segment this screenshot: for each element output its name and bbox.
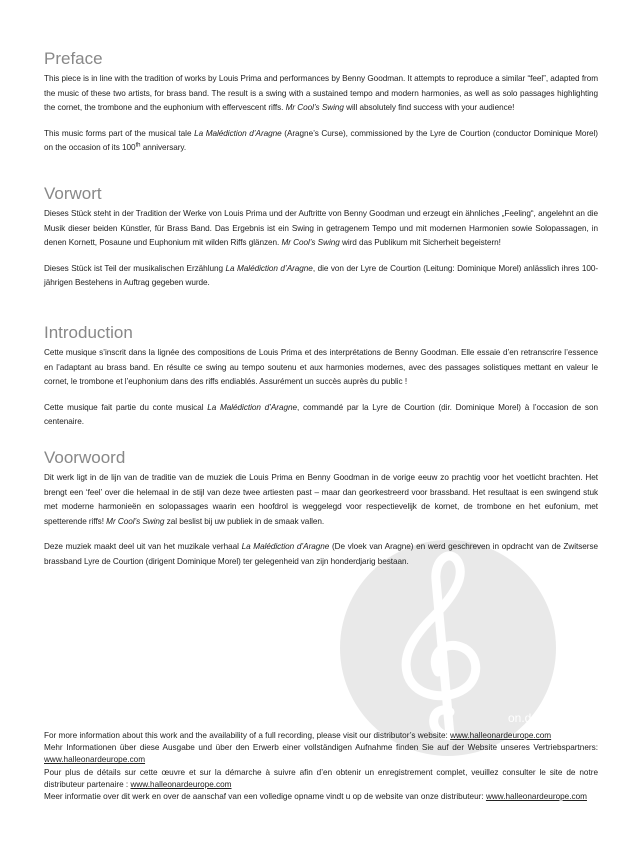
footer-line-nl — [44, 791, 598, 803]
paragraph — [44, 540, 598, 569]
work-title: Mr Cool’s Swing — [285, 103, 344, 113]
text: Cette musique s’inscrit dans la lignée des compositions de Louis Prima et des interprétations de Benny Goodman. Elle essaie d’en retranscrire l’essence en l’adaptant au brass band. En résulte ce swing au tempo soutenu et aux harmonies modernes, avec des passages solistiques mettant en valeur le cornet, le trombone et l’euphonium dans des riffs endiablés. Assurément un succès auprès du public ! — [44, 348, 598, 387]
footer-line-en — [44, 730, 598, 742]
work-title: La Malédiction d’Aragne — [225, 263, 313, 273]
work-title: La Malédiction d’Aragne — [241, 542, 330, 552]
text: This piece is in line with the tradition of works by Louis Prima and performances by Benny Goodman. It attempts to reproduce a similar “feel”, adapted from the music of these two artists, for brass band. The result is a swing with a sustained tempo and modern harmonies, as well as solo passages highlighting the cornet, the trombone and the euphonium with effervescent riffs. — [44, 74, 598, 113]
text: This music forms part of the musical tale — [44, 128, 195, 138]
section-heading: Vorwort — [44, 184, 102, 203]
paragraph — [44, 471, 598, 529]
watermark-text: on.de — [508, 711, 539, 725]
section-preface-en — [44, 49, 598, 167]
distributor-info — [44, 730, 598, 803]
text: , commandé par la Lyre de Courtion (dir. Dominique Morel) à l’occasion de son centenaire. — [44, 402, 598, 427]
paragraph — [44, 127, 598, 156]
text: Cette musique fait partie du conte musical — [44, 402, 208, 412]
section-preface-fr — [44, 323, 598, 441]
distributor-link[interactable]: www.halleonardeurope.com — [130, 779, 232, 789]
ordinal-suffix: th — [135, 142, 141, 149]
paragraph — [44, 401, 598, 430]
footer-line-de — [44, 742, 598, 766]
work-title: La Malédiction d’Aragne — [194, 128, 282, 138]
text: anniversary. — [140, 143, 187, 153]
work-title: Mr Cool’s Swing — [281, 238, 340, 248]
text: Meer informatie over dit werk en over de aanschaf van een volledige opname vindt u op de website van onze distributeur: — [44, 792, 486, 802]
text: Dieses Stück steht in der Tradition der Werke von Louis Prima und der Auftritte von Benny Goodman und erzeugt ein ähnliches „Feeling“, angelehnt an die Musik dieser beiden Künstler, für Brass Band. Das Ergebnis ist ein Swing in getragenem Tempo und mit modernen Harmonien sowie Solopassagen, in denen Kornett, Posaune und Euphonium mit wilden Riffs glänzen. — [44, 209, 598, 248]
distributor-link[interactable]: www.halleonardeurope.com — [450, 731, 552, 740]
text: (De vloek van Aragne) en werd geschreven in opdracht van de Zwitserse brassband Lyre de Courtion (dirigent Dominique Morel) ter gelegenheid van zijn honderdjarig bestaan. — [44, 542, 598, 566]
section-preface-nl — [44, 448, 598, 581]
text: , die von der Lyre de Courtion (Leitung: Dominique Morel) anlässlich ihres 100-jährigen Bestehens in Auftrag gegeben wurde. — [44, 263, 599, 288]
paragraph — [44, 262, 598, 291]
paragraph — [44, 207, 598, 251]
text: Mehr Informationen über diese Ausgabe und über den Erwerb einer vollständigen Aufnahme finden Sie auf der Website unseres Vertriebspartners: — [44, 743, 598, 753]
text: (Aragne’s Curse), commissioned by the Lyre de Courtion (conductor Dominique Morel) on the occasion of its 100 — [44, 128, 598, 153]
text: For more information about this work and the availability of a full recording, please visit our distributor’s website: — [44, 731, 451, 740]
work-title: La Malédiction d’Aragne — [207, 402, 297, 412]
text: Pour plus de détails sur cette œuvre et sur la démarche à suivre afin d’en obtenir un enregistrement complet, veuillez consulter le site de notre distributeur partenaire : — [44, 767, 598, 789]
section-heading: Voorwoord — [44, 448, 126, 467]
text: Dit werk ligt in de lijn van de traditie van de muziek die Louis Prima en Benny Goodman in de vorige eeuw zo prachtig voor het voetlicht brachten. Het brengt een ‘feel’ over die helemaal in de stijl van deze twee artiesten past – maar dan georkestreerd voor brassband. Het resultaat is een swingend stuk met moderne harmonieën en solopassages waarin een hoofdrol is weggelegd voor respectievelijk de kornet, de trombone en het eufonium, met spetterende riffs! — [44, 473, 598, 526]
paragraph — [44, 72, 598, 116]
footer-line-fr — [44, 767, 598, 791]
section-heading: Introduction — [44, 323, 133, 342]
text: Deze muziek maakt deel uit van het muzikale verhaal — [44, 542, 242, 552]
paragraph — [44, 346, 598, 390]
text: wird das Publikum mit Sicherheit begeistern! — [339, 238, 501, 248]
text: will absolutely find success with your audience! — [343, 103, 515, 113]
section-preface-de — [44, 184, 598, 302]
section-heading: Preface — [44, 49, 103, 68]
distributor-link[interactable]: www.halleonardeurope.com — [44, 755, 146, 765]
distributor-link[interactable]: www.halleonardeurope.com — [485, 792, 587, 802]
text: zal beslist bij uw publiek in de smaak vallen. — [164, 516, 325, 526]
work-title: Mr Cool’s Swing — [106, 516, 165, 526]
text: Dieses Stück ist Teil der musikalischen Erzählung — [44, 263, 226, 273]
